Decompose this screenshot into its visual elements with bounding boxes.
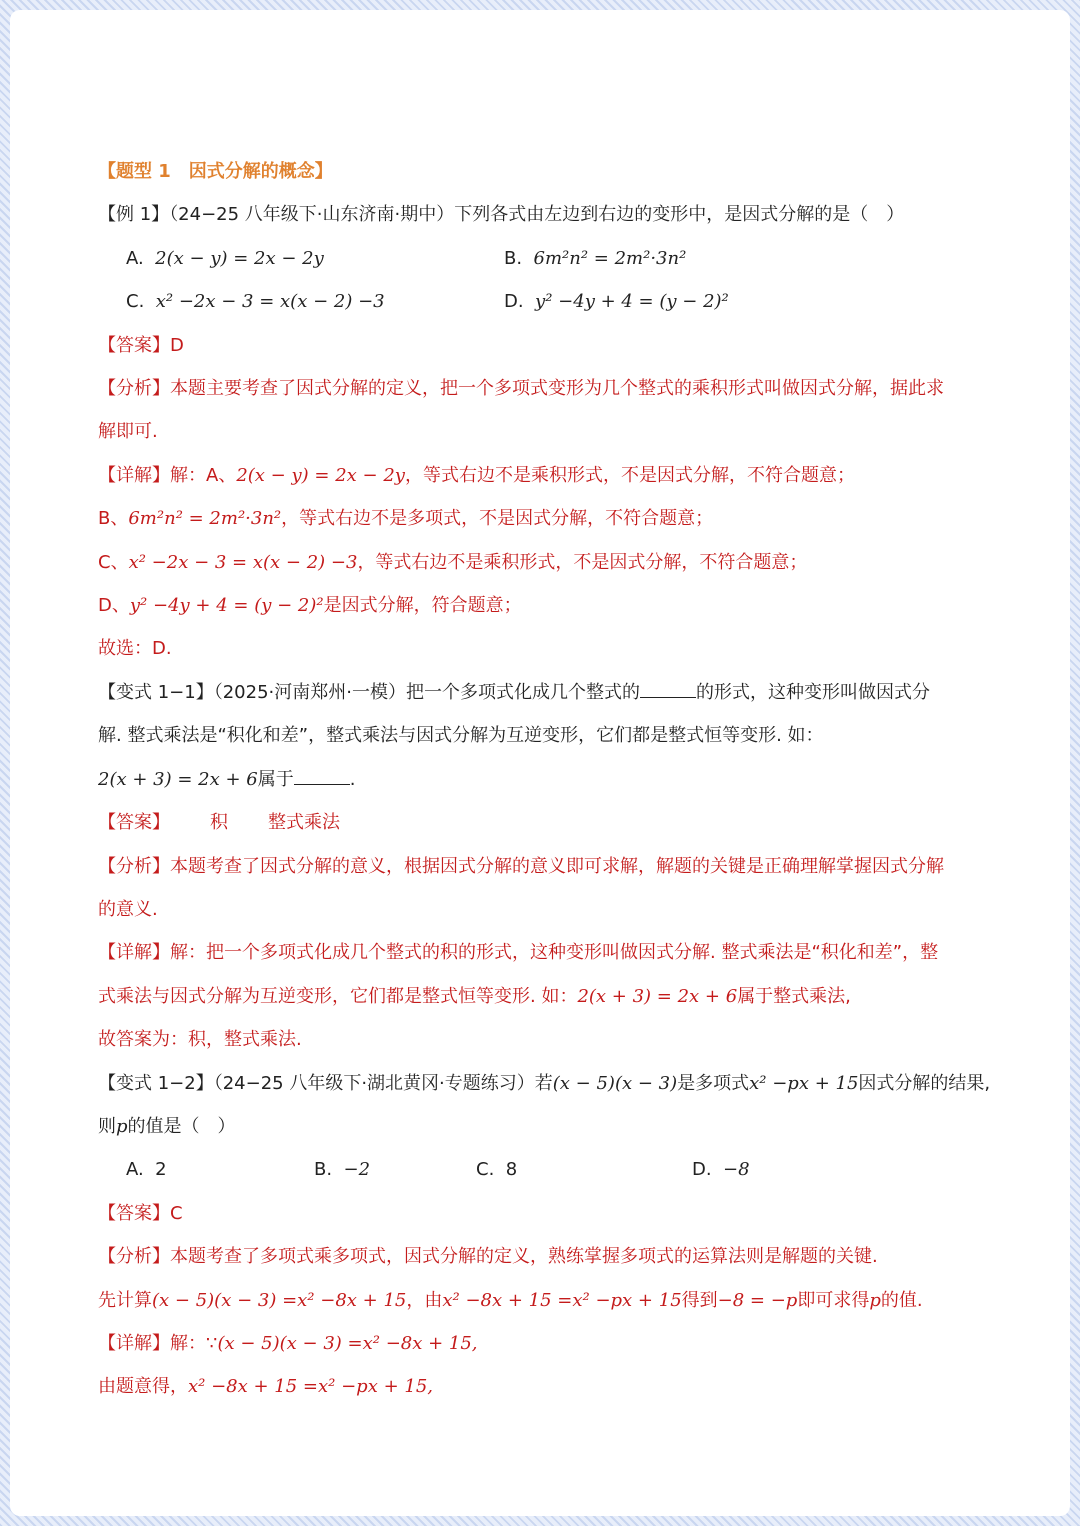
option-a: A. 2(x − y) = 2x − 2y — [126, 247, 324, 269]
example-1-detail-c: C、x² −2x − 3 = x(x − 2) −3，等式右边不是乘积形式，不是因式分解，不符合题意； — [98, 551, 808, 573]
option-c: C. 8 — [476, 1159, 518, 1181]
example-1-detail-a: 【详解】解：A、2(x − y) = 2x − 2y，等式右边不是乘积形式，不是因式分解，不符合题意； — [98, 464, 855, 486]
variant-1-1-conclusion: 故答案为：积，整式乘法. — [98, 1029, 302, 1051]
example-1-analysis: 【分析】本题主要考查了因式分解的定义，把一个多项式变形为几个整式的乘积形式叫做因式分解，据此求 — [98, 378, 944, 400]
variant-1-1-stem-cont: 解. 整式乘法是“积化和差”，整式乘法与因式分解为互逆变形，它们都是整式恒等变形. 如： — [98, 725, 824, 747]
option-d: D. y² −4y + 4 = (y − 2)² — [504, 291, 729, 313]
example-1-stem: 【例 1】（24−25 八年级下·山东济南·期中）下列各式由左边到右边的变形中，是因式分解的是（ ） — [98, 204, 905, 226]
example-1-options-row-2 — [98, 280, 1010, 323]
variant-1-1-answer: 【答案】 积 整式乘法 — [98, 812, 340, 834]
answer-blank — [294, 766, 350, 785]
variant-1-2-options — [98, 1148, 1010, 1191]
variant-1-2-analysis-cont: 先计算(x − 5)(x − 3) =x² −8x + 15，由x² −8x + 15 =x² −px + 15得到−8 = −p即可求得p的值. — [98, 1289, 923, 1311]
example-1-detail-b: B、6m²n² = 2m²·3n²，等式右边不是多项式，不是因式分解，不符合题意； — [98, 508, 714, 530]
option-a: A. 2 — [126, 1159, 167, 1181]
variant-1-1-analysis-cont: 的意义. — [98, 898, 158, 920]
option-b: B. 6m²n² = 2m²·3n² — [504, 247, 687, 269]
example-1-detail-d: D、y² −4y + 4 = (y − 2)²是因式分解，符合题意； — [98, 595, 522, 617]
variant-1-1-detail-cont: 式乘法与因式分解为互逆变形，它们都是整式恒等变形. 如：2(x + 3) = 2x + 6属于整式乘法, — [98, 985, 851, 1007]
variant-1-2-stem: 【变式 1−2】（24−25 八年级下·湖北黄冈·专题练习）若(x − 5)(x − 3)是多项式x² −px + 15因式分解的结果, — [98, 1072, 991, 1094]
variant-1-2-stem-cont: 则p的值是（ ） — [98, 1115, 236, 1137]
option-d: D. −8 — [692, 1159, 750, 1181]
option-c: C. x² −2x − 3 = x(x − 2) −3 — [126, 291, 385, 313]
variant-1-2-analysis: 【分析】本题考查了多项式乘多项式，因式分解的定义，熟练掌握多项式的运算法则是解题的关键. — [98, 1246, 878, 1268]
variant-1-2-detail: 【详解】解：∵(x − 5)(x − 3) =x² −8x + 15, — [98, 1332, 478, 1354]
example-1-conclusion: 故选：D. — [98, 638, 172, 660]
example-1-analysis-cont: 解即可. — [98, 421, 158, 443]
example-1-answer: 【答案】D — [98, 334, 184, 356]
example-1-options-row-1 — [98, 237, 1010, 280]
section-title: 【题型 1 因式分解的概念】 — [98, 161, 333, 182]
answer-blank — [640, 679, 696, 698]
variant-1-2-detail-cont: 由题意得，x² −8x + 15 =x² −px + 15, — [98, 1376, 434, 1398]
variant-1-1-detail: 【详解】解：把一个多项式化成几个整式的积的形式，这种变形叫做因式分解. 整式乘法是“积化和差”，整 — [98, 942, 939, 964]
document-page — [10, 10, 1070, 1516]
example-1-tag: 【例 1】 — [98, 204, 170, 226]
variant-1-2-answer: 【答案】C — [98, 1202, 183, 1224]
variant-1-1-stem: 【变式 1−1】（2025·河南郑州·一模）把一个多项式化成几个整式的 的形式，这种变形叫做因式分 — [98, 671, 1010, 714]
variant-1-1-stem-expr: 2(x + 3) = 2x + 6属于 . — [98, 758, 1010, 801]
variant-1-1-analysis: 【分析】本题考查了因式分解的意义，根据因式分解的意义即可求解，解题的关键是正确理解掌握因式分解 — [98, 855, 944, 877]
option-b: B. −2 — [314, 1159, 371, 1181]
